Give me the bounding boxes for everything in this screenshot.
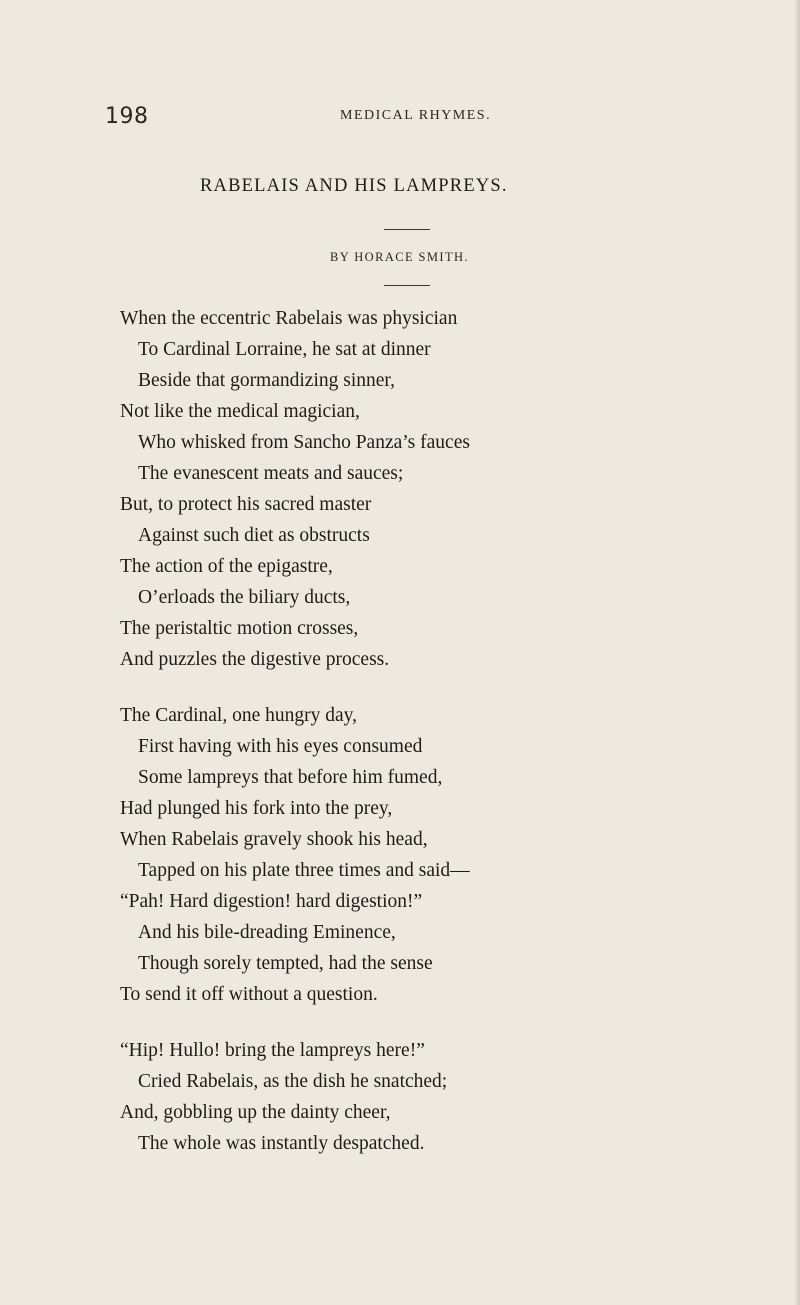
poem-line: Who whisked from Sancho Panza’s fauces — [138, 432, 470, 453]
poem-line: To send it off without a question. — [120, 984, 378, 1005]
poem-line: And, gobbling up the dainty cheer, — [120, 1102, 391, 1123]
poem-line: Beside that gormandizing sinner, — [138, 370, 395, 391]
poem-line: And his bile-dreading Eminence, — [138, 922, 396, 943]
poem-line: Had plunged his fork into the prey, — [120, 798, 393, 819]
running-head: MEDICAL RHYMES. — [340, 108, 492, 123]
poem-line: Not like the medical magician, — [120, 401, 360, 422]
poem-author: BY HORACE SMITH. — [330, 250, 469, 264]
poem-line: Tapped on his plate three times and said— — [138, 860, 470, 881]
page-edge-shadow — [794, 0, 800, 1305]
poem-line: The peristaltic motion crosses, — [120, 618, 359, 639]
poem-line: The Cardinal, one hungry day, — [120, 705, 357, 726]
poem-line: “Hip! Hullo! bring the lampreys here!” — [120, 1040, 425, 1061]
poem-line: First having with his eyes consumed — [138, 736, 423, 757]
poem-line: To Cardinal Lorraine, he sat at dinner — [138, 339, 431, 360]
poem-line: When the eccentric Rabelais was physician — [120, 308, 458, 329]
poem-title: RABELAIS AND HIS LAMPREYS. — [200, 176, 508, 196]
poem-line: The evanescent meats and sauces; — [138, 463, 404, 484]
poem-line: And puzzles the digestive process. — [120, 649, 390, 670]
poem-line: “Pah! Hard digestion! hard digestion!” — [120, 891, 423, 912]
poem-line: Cried Rabelais, as the dish he snatched; — [138, 1071, 448, 1092]
page-number: 198 — [105, 104, 149, 129]
poem-line: But, to protect his sacred master — [120, 494, 372, 515]
poem-line: Against such diet as obstructs — [138, 525, 370, 546]
poem-line: Though sorely tempted, had the sense — [138, 953, 433, 974]
author-divider — [384, 285, 430, 286]
poem-line: When Rabelais gravely shook his head, — [120, 829, 428, 850]
poem-line: O’erloads the biliary ducts, — [138, 587, 351, 608]
poem-line: Some lampreys that before him fumed, — [138, 767, 443, 788]
poem-line: The action of the epigastre, — [120, 556, 333, 577]
poem-line: The whole was instantly despatched. — [138, 1133, 425, 1154]
title-divider — [384, 229, 430, 230]
